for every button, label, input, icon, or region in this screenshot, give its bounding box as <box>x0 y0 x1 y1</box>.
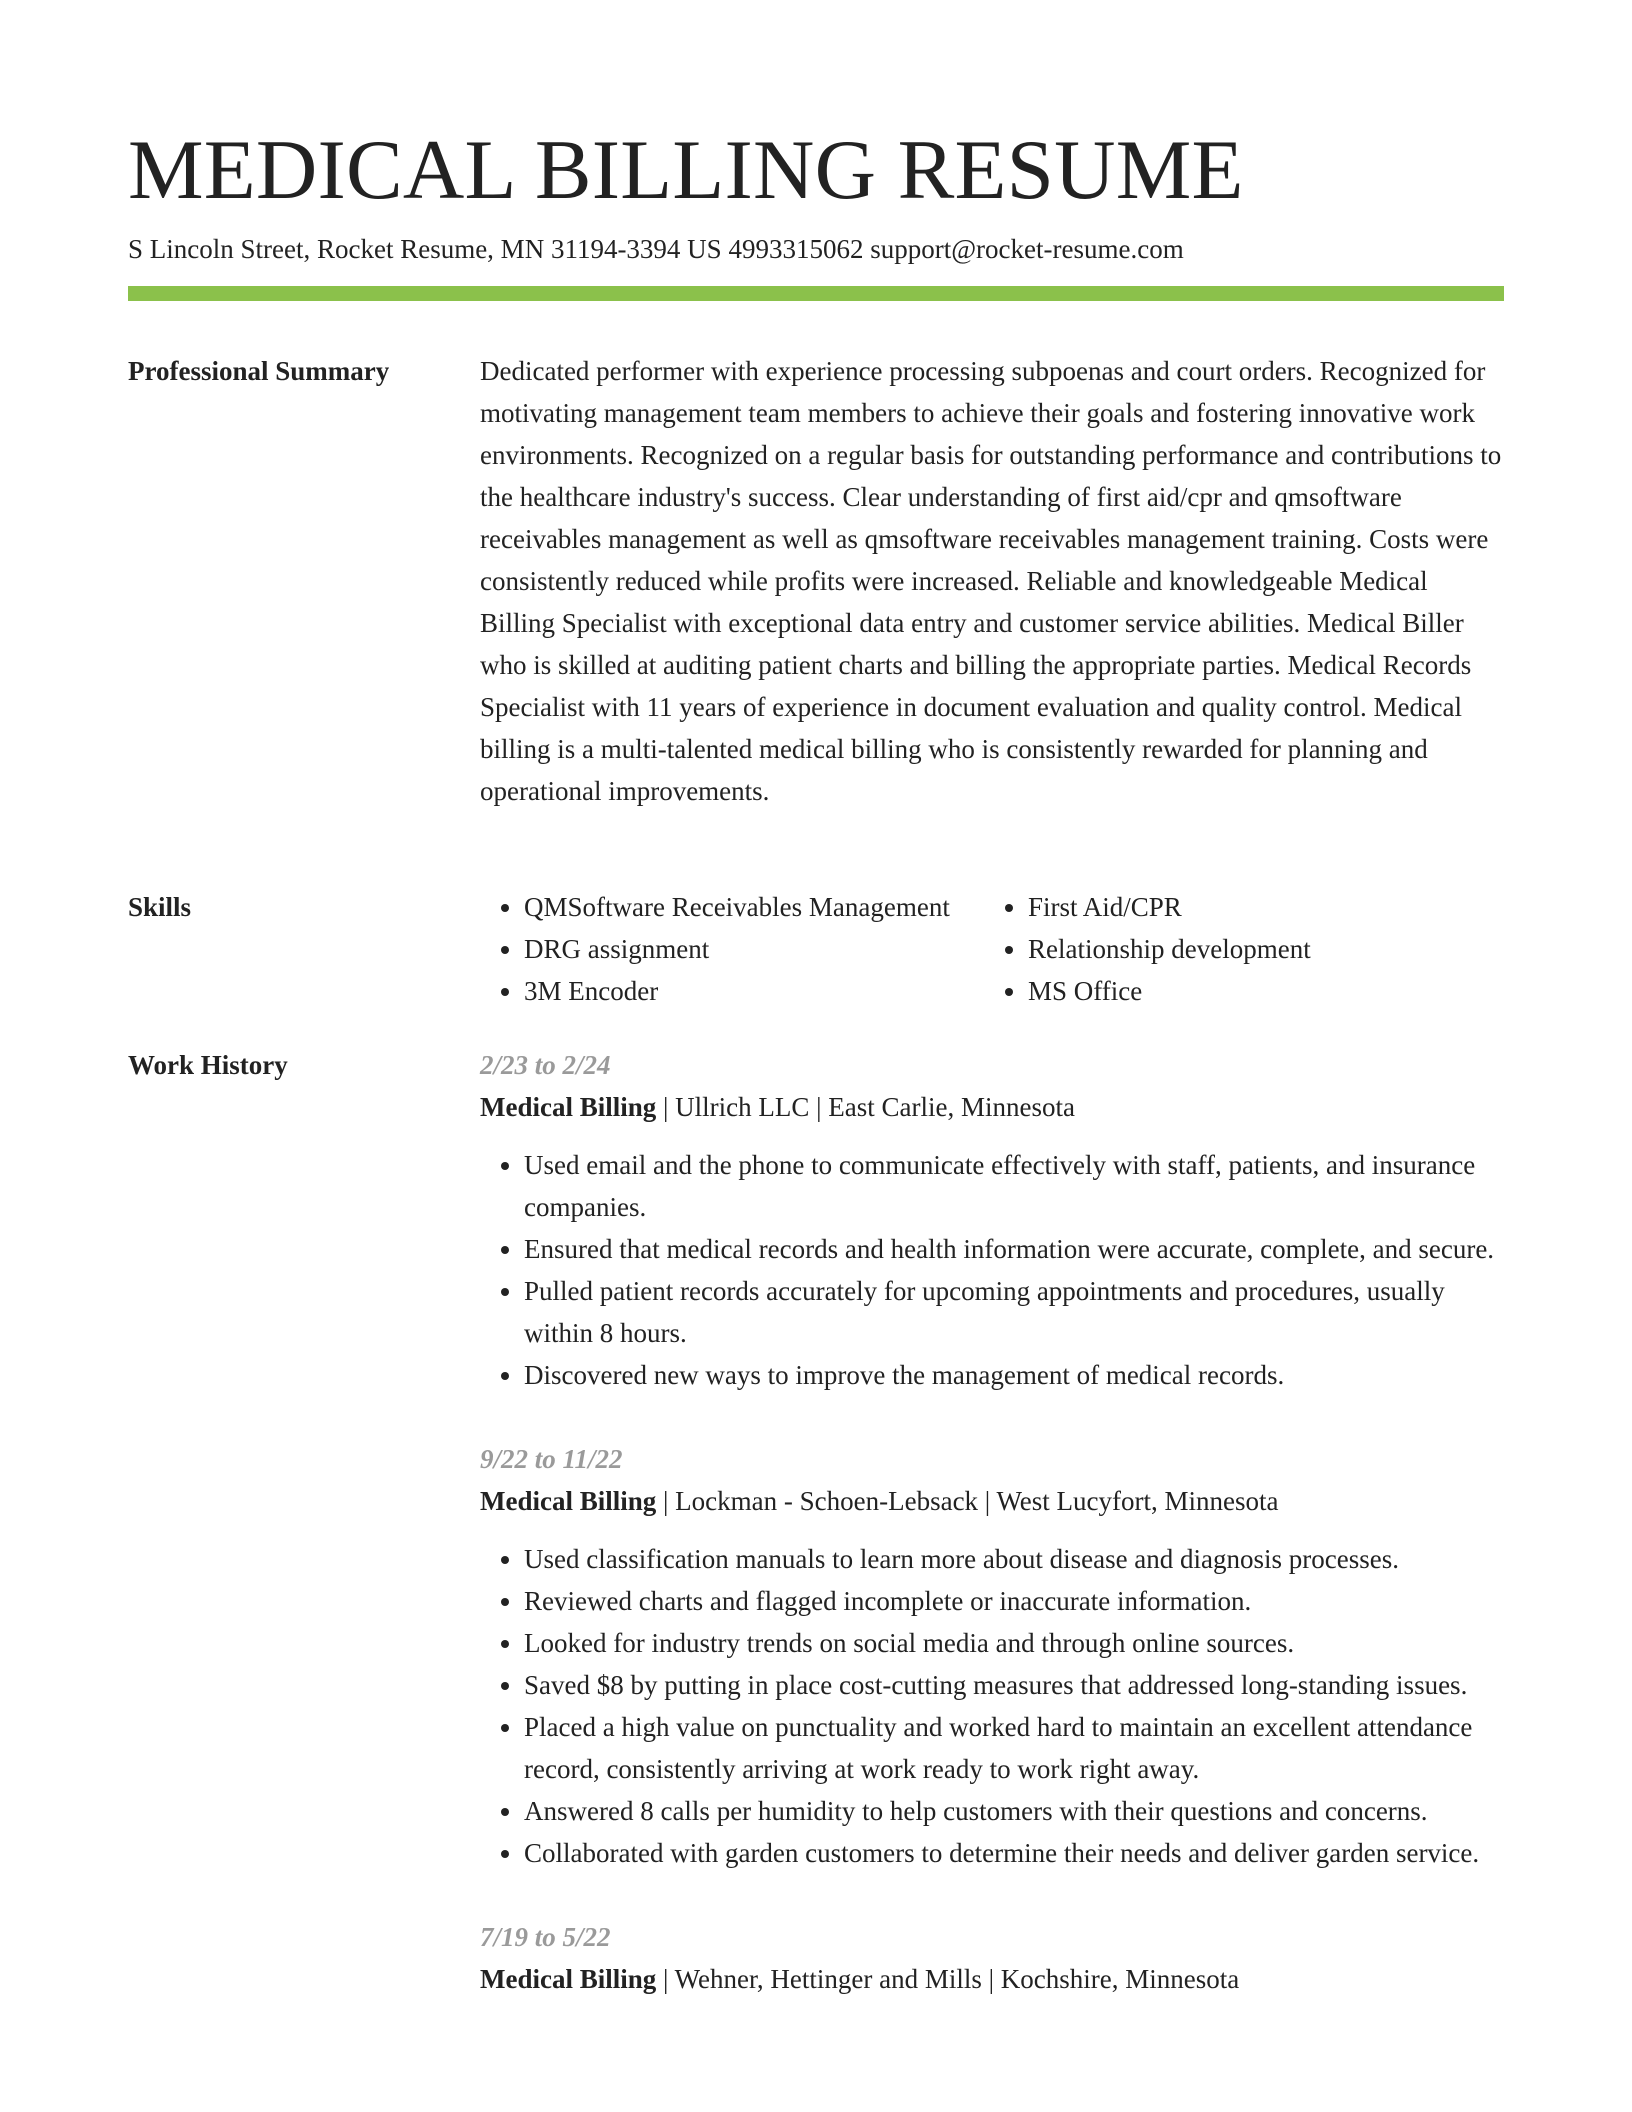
job-duty: • Saved $8 by putting in place cost-cutting measures that addressed long-standing issues. <box>524 1664 1504 1706</box>
skills-column-left <box>480 886 984 1012</box>
job-duties <box>480 1144 1504 1396</box>
skill-item: • QMSoftware Receivables Management <box>524 886 984 928</box>
contact-info: S Lincoln Street, Rocket Resume, MN 31194-3394 US 4993315062 support@rocket-resume.com <box>128 234 1184 264</box>
job-entry <box>480 1916 1504 2000</box>
job-duties <box>480 1538 1504 1874</box>
skill-item: • 3M Encoder <box>524 970 984 1012</box>
skills-column-right <box>984 886 1504 1012</box>
skills-body <box>480 886 1504 1012</box>
skill-item: • First Aid/CPR <box>1028 886 1504 928</box>
accent-divider <box>128 286 1504 301</box>
job-heading <box>480 1086 1504 1128</box>
job-duty: • Looked for industry trends on social media and through online sources. <box>524 1622 1504 1664</box>
job-duty: • Used email and the phone to communicate effectively with staff, patients, and insurance companies. <box>524 1144 1504 1228</box>
job-entry <box>480 1044 1504 1396</box>
job-duty: • Pulled patient records accurately for upcoming appointments and procedures, usually within 8 hours. <box>524 1270 1504 1354</box>
job-duty: • Ensured that medical records and health information were accurate, complete, and secure. <box>524 1228 1504 1270</box>
job-title: Medical Billing <box>480 1964 657 1994</box>
job-duty: • Used classification manuals to learn more about disease and diagnosis processes. <box>524 1538 1504 1580</box>
job-duty: • Collaborated with garden customers to determine their needs and deliver garden service. <box>524 1832 1504 1874</box>
summary-text: Dedicated performer with experience processing subpoenas and court orders. Recognized for motivating management team members to achieve their goals and fostering innovative work environments. Recognized on a regular basis for outstanding performance and contributions to the healthcare industry's success. Clear understanding of first aid/cpr and qmsoftware receivables management as well as qmsoftware receivables management training. Costs were consistently reduced while profits were increased. Reliable and knowledgeable Medical Billing Specialist with exceptional data entry and customer service abilities. Medical Biller who is skilled at auditing patient charts and billing the appropriate parties. Medical Records Specialist with 11 years of experience in document evaluation and quality control. Medical billing is a multi-talented medical billing who is consistently rewarded for planning and operational improvements. <box>480 356 1502 806</box>
job-employer-location: | Lockman - Schoen-Lebsack | West Lucyfort, Minnesota <box>656 1486 1279 1516</box>
skill-item: • Relationship development <box>1028 928 1504 970</box>
skills-grid <box>480 886 1504 1012</box>
skill-item: • MS Office <box>1028 970 1504 1012</box>
job-duty: • Placed a high value on punctuality and worked hard to maintain an excellent attendance record, consistently arriving at work ready to work right away. <box>524 1706 1504 1790</box>
job-title: Medical Billing <box>480 1092 657 1122</box>
job-dates: 7/19 to 5/22 <box>480 1922 611 1952</box>
job-heading <box>480 1480 1504 1522</box>
section-heading-work-history: Work History <box>128 1050 288 1080</box>
job-employer-location: | Ullrich LLC | East Carlie, Minnesota <box>656 1092 1075 1122</box>
job-dates: 9/22 to 11/22 <box>480 1444 623 1474</box>
resume-title: MEDICAL BILLING RESUME <box>128 123 1244 217</box>
job-duty: • Reviewed charts and flagged incomplete or inaccurate information. <box>524 1580 1504 1622</box>
work-history-body <box>480 1044 1504 2042</box>
summary-body <box>480 350 1504 812</box>
job-duty: • Answered 8 calls per humidity to help customers with their questions and concerns. <box>524 1790 1504 1832</box>
section-heading-summary: Professional Summary <box>128 356 390 386</box>
job-entry <box>480 1438 1504 1874</box>
section-heading-skills: Skills <box>128 892 192 922</box>
job-heading <box>480 1958 1504 2000</box>
job-title: Medical Billing <box>480 1486 657 1516</box>
skill-item: • DRG assignment <box>524 928 984 970</box>
job-duty: • Discovered new ways to improve the management of medical records. <box>524 1354 1504 1396</box>
job-employer-location: | Wehner, Hettinger and Mills | Kochshire, Minnesota <box>656 1964 1240 1994</box>
job-dates: 2/23 to 2/24 <box>480 1050 611 1080</box>
